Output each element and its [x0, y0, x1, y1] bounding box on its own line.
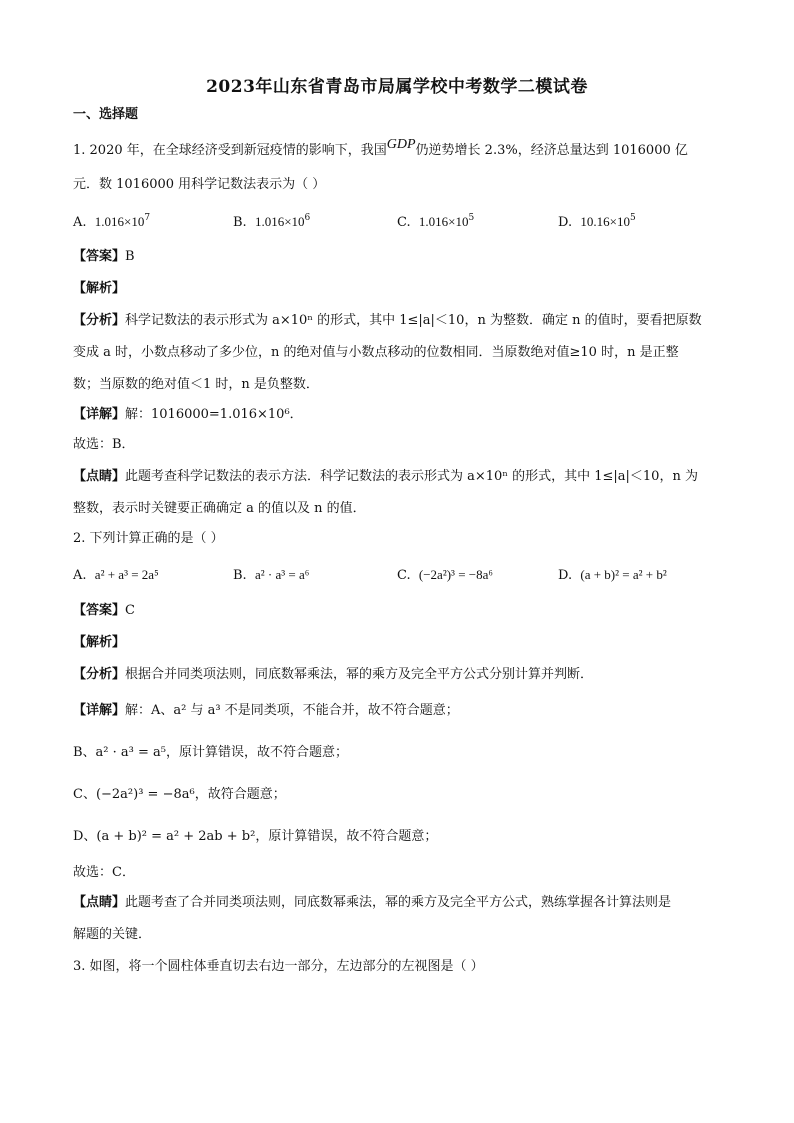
q1-answer: [73, 248, 135, 266]
q3-stem: 3. 如图，将一个圆柱体垂直切去右边一部分，左边部分的左视图是（ ）: [73, 959, 484, 974]
option-letter: C.: [397, 215, 411, 230]
analysis-tag: 【分析】: [73, 313, 126, 328]
option-expression: (a + b)² = a² + b²: [580, 567, 667, 582]
answer-tag: 【答案】: [73, 249, 126, 264]
q2-option-d[interactable]: [558, 566, 667, 585]
option-letter: C.: [397, 568, 411, 583]
option-letter: D.: [558, 568, 573, 583]
option-letter: B.: [233, 568, 247, 583]
analysis-text: 科学记数法的表示形式为 a×10ⁿ 的形式，其中 1≤|a|＜10，n 为整数．确定 n 的值时，要看把原数: [125, 313, 702, 328]
page-title: 2023年山东省青岛市局属学校中考数学二模试卷: [206, 77, 588, 97]
detail-tag: 【详解】: [73, 407, 126, 422]
q1-comment-line1: [73, 468, 698, 486]
option-expression: a² + a³ = 2a⁵: [94, 567, 159, 582]
comment-tag: 【点睛】: [73, 895, 126, 910]
q2-stem: 2. 下列计算正确的是（ ）: [73, 531, 224, 546]
q2-analysis: [73, 666, 593, 684]
q2-detail-c: C、(−2a²)³ = −8a⁶，故符合题意；: [73, 787, 286, 802]
q1-analysis-line3: 数；当原数的绝对值＜1 时，n 是负整数．: [73, 377, 319, 392]
option-base: 1.016×10: [94, 214, 145, 229]
q2-detail-a: [73, 702, 459, 720]
q2-option-b[interactable]: [233, 566, 309, 585]
q2-option-c[interactable]: [397, 566, 493, 585]
analysis-text: 根据合并同类项法则，同底数幂乘法，幂的乘方及完全平方公式分别计算并判断．: [125, 667, 594, 682]
option-letter: D.: [558, 215, 573, 230]
comment-tag: 【点睛】: [73, 469, 126, 484]
q2-answer: [73, 602, 135, 620]
q1-stem-gdp: GDP: [386, 137, 416, 152]
q1-analysis-line2: 变成 a 时，小数点移动了多少位，n 的绝对值与小数点移动的位数相同．当原数绝对值≥10 时，n 是正整: [73, 345, 679, 360]
comment-text: 此题考查科学记数法的表示方法．科学记数法的表示形式为 a×10ⁿ 的形式，其中 1≤|a|＜10，n 为: [125, 469, 698, 484]
option-base: 1.016×10: [254, 214, 305, 229]
q1-stem-line2: 元．数 1016000 用科学记数法表示为（ ）: [73, 177, 326, 192]
detail-tag: 【详解】: [73, 703, 126, 718]
q1-comment-line2: 整数，表示时关键要正确确定 a 的值以及 n 的值．: [73, 501, 366, 516]
q2-detail-d: D、(a + b)² = a² + 2ab + b²，原计算错误，故不符合题意；: [73, 829, 438, 844]
option-expression: a² · a³ = a⁶: [254, 567, 310, 582]
answer-value: B: [125, 249, 135, 264]
detail-text: 解：A、a² 与 a³ 不是同类项，不能合并，故不符合题意；: [125, 703, 459, 718]
q1-stem-line1: [73, 137, 688, 160]
q1-choose: 故选：B．: [73, 437, 135, 452]
q2-choose: 故选：C．: [73, 865, 135, 880]
option-exponent: 6: [304, 213, 311, 223]
answer-tag: 【答案】: [73, 603, 126, 618]
q1-stem-part-a: 1. 2020 年，在全球经济受到新冠疫情的影响下，我国: [73, 143, 387, 158]
option-letter: A.: [73, 568, 87, 583]
q1-stem-part-b: 仍逆势增长 2.3%，经济总量达到 1016000 亿: [415, 143, 688, 158]
q1-option-b[interactable]: [233, 213, 310, 232]
q1-option-a[interactable]: [73, 213, 150, 232]
q1-analysis-line1: [73, 312, 702, 330]
analysis-tag: 【分析】: [73, 667, 126, 682]
q2-option-a[interactable]: [73, 566, 159, 585]
option-expression: (−2a²)³ = −8a⁶: [418, 567, 493, 582]
q1-option-c[interactable]: [397, 213, 474, 232]
q2-jiexi-tag: 【解析】: [73, 635, 126, 650]
q2-comment-line1: [73, 894, 671, 912]
option-base: 1.016×10: [418, 214, 469, 229]
option-exponent: 5: [468, 213, 475, 223]
q2-detail-b: B、a² · a³ = a⁵，原计算错误，故不符合题意；: [73, 745, 348, 760]
option-letter: A.: [73, 215, 87, 230]
comment-text: 此题考查了合并同类项法则，同底数幂乘法，幂的乘方及完全平方公式，熟练掌握各计算法则是: [125, 895, 672, 910]
q1-option-d[interactable]: [558, 213, 636, 232]
option-base: 10.16×10: [580, 214, 630, 229]
answer-value: C: [125, 603, 135, 618]
section-heading-choice: 一、选择题: [73, 107, 139, 122]
q1-detail: [73, 406, 303, 424]
option-exponent: 5: [629, 213, 636, 223]
q2-comment-line2: 解题的关键．: [73, 927, 152, 942]
option-letter: B.: [233, 215, 247, 230]
q1-jiexi-tag: 【解析】: [73, 281, 126, 296]
option-exponent: 7: [144, 213, 151, 223]
detail-text: 解：1016000=1.016×10⁶．: [125, 407, 303, 422]
